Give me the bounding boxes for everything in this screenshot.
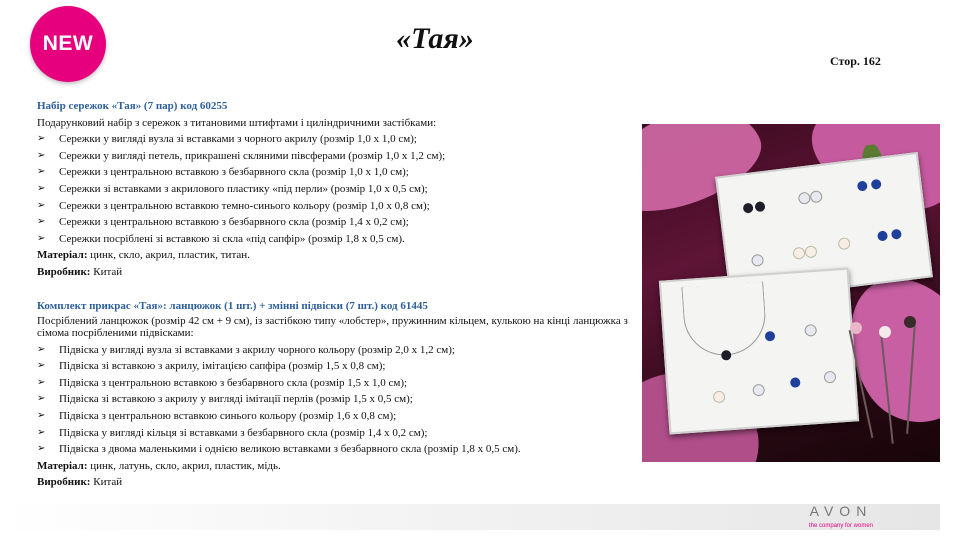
pendant-gem (713, 390, 726, 403)
pendant-gem (790, 377, 801, 388)
earring-gem (804, 245, 817, 258)
earring-gem (837, 237, 850, 250)
earring-gem (871, 179, 882, 190)
new-badge (30, 6, 106, 82)
list-item: ➢ Підвіска у вигляді вузла зі вставками з акрилу чорного кольору (розмір 2,0 х 1,2 см); (37, 342, 647, 359)
arrow-bullet-icon: ➢ (37, 360, 46, 372)
product-earrings-material: Матеріал: цинк, скло, акрил, пластик, титан. (37, 249, 250, 262)
product-necklace-section (37, 298, 647, 491)
list-item: ➢ Підвіска зі вставкою з акрилу, імітацією сапфіра (розмір 1,5 х 0,8 см); (37, 358, 647, 375)
list-item: ➢ Сережки у вигляді петель, прикрашені скляними півсферами (розмір 1,0 х 1,2 см); (37, 148, 647, 165)
product-earrings-intro: Подарунковий набір з сережок з титановими штифтами і циліндричними застібками: (37, 116, 437, 129)
pin-pearl (904, 316, 916, 328)
avon-tagline: the company for women (808, 523, 874, 529)
list-item: ➢ Сережки з центральною вставкою з безбарвного скла (розмір 1,4 х 0,2 см); (37, 214, 647, 231)
arrow-bullet-icon: ➢ (37, 149, 46, 161)
earring-gem (754, 201, 765, 212)
arrow-bullet-icon: ➢ (37, 182, 46, 194)
arrow-bullet-icon: ➢ (37, 376, 46, 388)
page-number: Стор. 162 (830, 54, 881, 68)
list-item: ➢ Підвіска з центральною вставкою з безбарвного скла (розмір 1,5 х 1,0 см); (37, 375, 647, 392)
pin-pearl (879, 326, 891, 338)
list-item: ➢ Підвіска з центральною вставкою синього кольору (розмір 1,6 х 0,8 см); (37, 408, 647, 425)
product-necklace-material: Матеріал: цинк, латунь, скло, акрил, пластик, мідь. (37, 459, 281, 472)
list-item: ➢ Сережки посріблені зі вставкою зі скла «під сапфір» (розмір 1,8 х 0,5 см). (37, 231, 647, 248)
arrow-bullet-icon: ➢ (37, 166, 46, 178)
arrow-bullet-icon: ➢ (37, 232, 46, 244)
arrow-bullet-icon: ➢ (37, 216, 46, 228)
arrow-bullet-icon: ➢ (37, 443, 46, 455)
earring-gem (810, 190, 823, 203)
arrow-bullet-icon: ➢ (37, 393, 46, 405)
earring-gem (743, 203, 754, 214)
earring-gem (751, 254, 764, 267)
page-title: «Тая» (396, 22, 474, 55)
earring-gem (798, 191, 811, 204)
product-earrings-section (37, 98, 647, 281)
product-necklace-intro: Посріблений ланцюжок (розмір 42 см + 9 см), із застібкою типу «лобстер», пружинним кільцем, кулькою на кінці ланцюжка з сімома посрібленими підвісками: (37, 314, 628, 340)
product-necklace-heading: Комплект прикрас «Тая»: ланцюжок (1 шт.) + змінні підвіски (7 шт.) код 61445 (37, 300, 428, 312)
pendant-gem (765, 331, 776, 342)
list-item: ➢ Сережки з центральною вставкою темно-синього кольору (розмір 1,0 х 0,8 см); (37, 198, 647, 215)
list-item: ➢ Підвіска зі вставкою з акрилу у вигляді імітації перлів (розмір 1,5 х 0,5 см); (37, 391, 647, 408)
list-item: ➢ Підвіска з двома маленькими і однією великою вставками з безбарвного скла (розмір 1,8 х 0,5 см). (37, 441, 647, 458)
list-item: ➢ Сережки у вигляді вузла зі вставками з чорного акрилу (розмір 1,0 х 1,0 см); (37, 131, 647, 148)
earring-gem (877, 230, 888, 241)
list-item: ➢ Сережки зі вставками з акрилового пластику «під перли» (розмір 1,0 х 0,5 см); (37, 181, 647, 198)
earring-gem (857, 180, 868, 191)
list-item: ➢ Підвіска у вигляді кільця зі вставками з безбарвного скла (розмір 1,4 х 0,2 см); (37, 425, 647, 442)
necklace-gift-box (659, 268, 859, 435)
product-necklace-maker: Виробник: Китай (37, 476, 123, 489)
product-earrings-heading: Набір сережок «Тая» (7 пар) код 60255 (37, 100, 228, 112)
arrow-bullet-icon: ➢ (37, 343, 46, 355)
pendant-gem (804, 324, 817, 337)
pendant-gem (824, 371, 837, 384)
arrow-bullet-icon: ➢ (37, 133, 46, 145)
earring-gem (792, 247, 805, 260)
list-item: ➢ Сережки з центральною вставкою з безбарвного скла (розмір 1,0 х 1,0 см); (37, 164, 647, 181)
pin-pearl (850, 322, 862, 334)
pendant-gem (752, 384, 765, 397)
new-badge-label: NEW (42, 32, 94, 55)
arrow-bullet-icon: ➢ (37, 199, 46, 211)
avon-logo: AVON (809, 503, 873, 519)
earring-gem (891, 229, 902, 240)
arrow-bullet-icon: ➢ (37, 409, 46, 421)
arrow-bullet-icon: ➢ (37, 426, 46, 438)
product-earrings-maker: Виробник: Китай (37, 265, 123, 278)
pendant-gem (721, 350, 732, 361)
necklace-chain (681, 282, 768, 359)
product-photo (642, 124, 940, 462)
